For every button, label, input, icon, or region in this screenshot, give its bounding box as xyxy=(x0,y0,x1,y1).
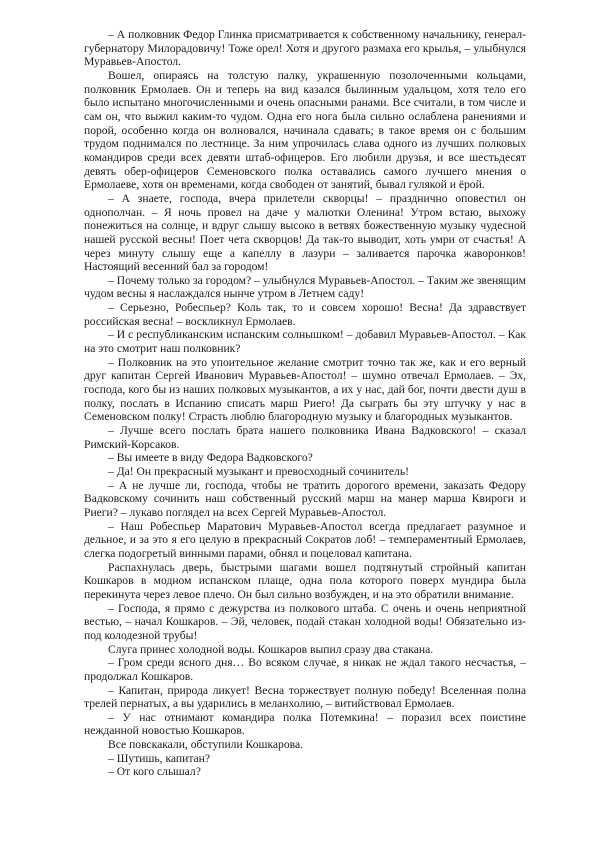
paragraph: – Да! Он прекрасный музыкант и превосходный сочинитель! xyxy=(108,465,409,478)
paragraph: – Лучше всего послать брата нашего полковника Ивана Вадковского! – сказал Римский-Корсаков. xyxy=(84,424,526,451)
paragraph: Вошел, опираясь на толстую палку, украшенную позолоченными кольцами, полковник Ермолаев. Он и теперь на вид казался былинным удальцом, хотя тело его было испытано многочисленными и очень опасными ранами. Все считали, в том числе и сам он, что выжил каким-то чудом. Одна его нога была сильно ослаблена ранениями и порой, особенно когда он волновался, начинала сдавать; в такое время он с большим трудом поднимался по лестнице. За ним упрочилась слава одного из лучших полковых командиров среди всех девяти штаб-офицеров. Его любили друзья, и все шестьдесят девять обер-офицеров Семеновского полка оставались самого лучшего мнения о Ермолаеве, хотя он временами, когда свободен от занятий, бывал гулякой и ёрой. xyxy=(84,68,526,192)
body-text xyxy=(84,28,526,779)
paragraph: – Капитан, природа ликует! Весна торжествует полную победу! Вселенная полна трелей пернатых, а вы ударились в меланхолию, – витийствовал Ермолаев. xyxy=(84,683,526,711)
paragraph: – А знаете, господа, вчера прилетели скворцы! – празднично оповестил он однополчан. – Я ночь провел на даче у малютки Оленина! Утром встаю, выхожу понежиться на солнце, и вдруг слышу высоко в ветвях божественную музыку чудесной нашей русской весны! Поет чета скворцов! Да так-то выводит, хоть умри от счастья! А через минуту слышу еще а капеллу в лазури – заливается парочка жаворонков! Настоящий весенний бал за городом! xyxy=(84,191,526,274)
paragraph: Все повскакали, обступили Кошкарова. xyxy=(108,738,304,752)
paragraph: – Господа, я прямо с дежурства из полкового штаба. С очень и очень неприятной вестью, – начал Кошкаров. – Эй, человек, подай стакан холодной воды! Обязательно из-под колодезной трубы! xyxy=(84,601,526,642)
paragraph: – Почему только за городом? – улыбнулся Муравьев-Апостол. – Таким же звенящим чудом весны я наслаждался нынче утром в Летнем саду! xyxy=(84,273,526,301)
paragraph: Распахнулась дверь, быстрыми шагами вошел подтянутый стройный капитан Кошкаров в модном испанском плаще, одна пола которого поверх мундира была перекинута через левое плечо. Он был сильно возбужден, и на это обратили внимание. xyxy=(84,560,526,601)
paragraph: – Полковник на это упоительное желание смотрит точно так же, как и его верный друг капитан Сергей Иванович Муравьев-Апостол! – шумно отвечал Ермолаев. – Эх, господа, кого бы из наших полковых музыкантов, а их у нас, дай бог, почти двести душ в полку, послать в Испанию списать марш Риего! Да сыграть бы эту штучку у нас в Семеновском полку! Страсть люблю благородную музыку и благородных музыкантов. xyxy=(84,355,526,424)
paragraph: – Вы имеете в виду Федора Вадковского? xyxy=(108,451,313,465)
paragraph: – И с республиканским испанским солнышком! – добавил Муравьев-Апостол. – Как на это смотрит наш полковник? xyxy=(84,328,526,356)
paragraph: – А полковник Федор Глинка присматривается к собственному начальнику, генерал-губернатору Милорадовичу! Тоже орел! Хотя и другого размаха его крылья, – улыбнулся Муравьев-Апостол. xyxy=(84,28,526,69)
paragraph: Слуга принес холодной воды. Кошкаров выпил сразу два стакана. xyxy=(108,642,434,656)
paragraph: – Шутишь, капитан? xyxy=(108,751,211,765)
paragraph: – Гром среди ясного дня… Во всяком случае, я никак не ждал такого несчастья, – продолжал Кошкаров. xyxy=(84,656,526,683)
paragraph: – У нас отнимают командира полка Потемкина! – поразил всех поистине нежданной новостью Кошкаров. xyxy=(84,710,526,738)
paragraph: – А не лучше ли, господа, чтобы не тратить дорогого времени, заказать Федору Вадковскому сочинить наш собственный русский марш на манер марша Квироги и Риеги? – лукаво поглядел на всех Сергей Муравьев-Апостол. xyxy=(84,478,526,519)
paragraph: – От кого слышал? xyxy=(108,765,201,779)
paragraph: – Серьезно, Робеспьер? Коль так, то и совсем хорошо! Весна! Да здравствует российская весна! – воскликнул Ермолаев. xyxy=(84,301,526,328)
paragraph: – Наш Робеспьер Маратович Муравьев-Апостол всегда предлагает разумное и дельное, и за это я его целую в прекрасный Сократов лоб! – темпераментный Ермолаев, слегка подогретый винными парами, обнял и поцеловал капитана. xyxy=(84,519,526,560)
